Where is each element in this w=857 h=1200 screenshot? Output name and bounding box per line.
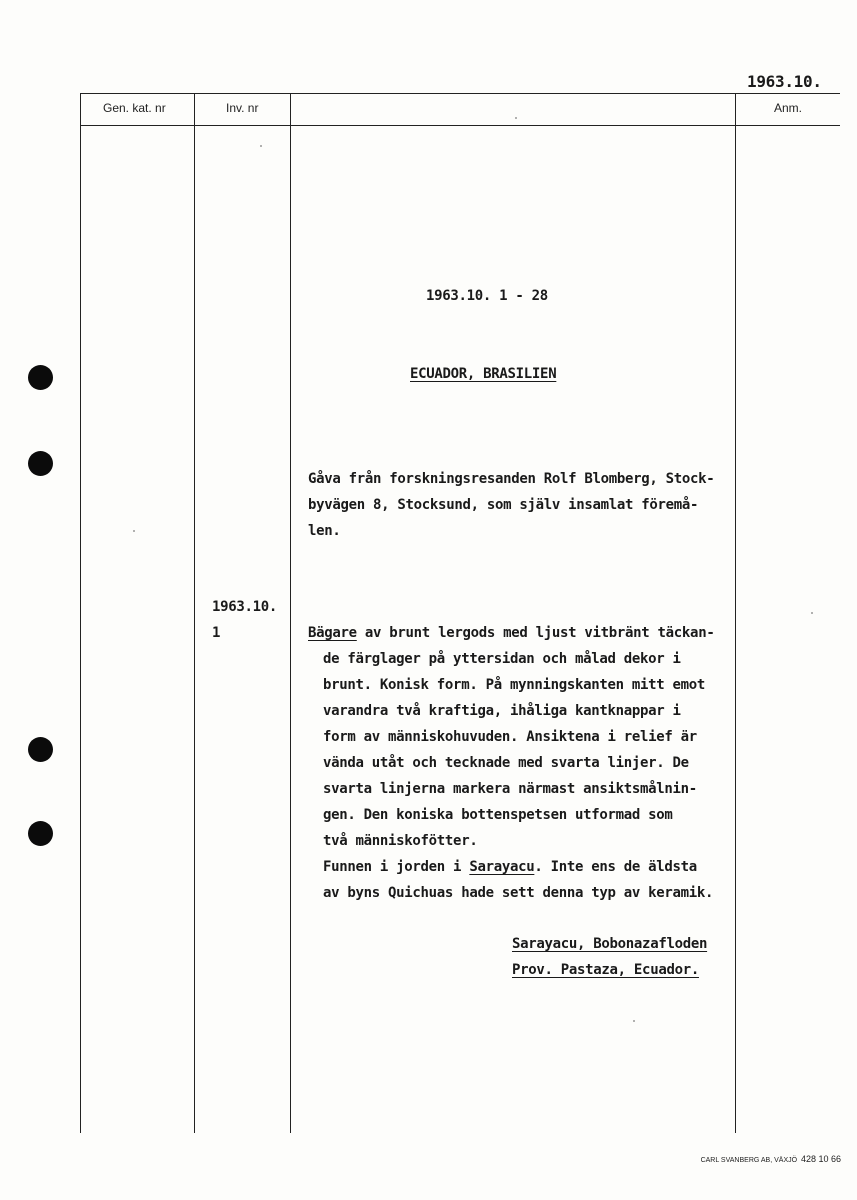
donation-line: len.: [308, 523, 341, 539]
punch-hole: [28, 821, 53, 846]
description-line: vända utåt och tecknade med svarta linjer. De: [323, 755, 689, 771]
scan-speck: [515, 117, 517, 119]
header-inv-nr: Inv. nr: [226, 101, 259, 115]
description-line: de färglager på yttersidan och målad dekor i: [323, 651, 681, 667]
printer-text: CARL SVANBERG AB, VÄXJÖ: [700, 1157, 798, 1164]
form-code: 428 10 66: [800, 1154, 841, 1164]
column-divider: [290, 93, 291, 1133]
inv-number-item: 1: [212, 625, 221, 641]
catalog-number: 1963.10.: [747, 72, 822, 91]
description-line: varandra två kraftiga, ihåliga kantknappar i: [323, 703, 681, 719]
column-divider: [194, 93, 195, 1133]
scan-speck: [811, 612, 813, 614]
scan-speck: [133, 530, 135, 532]
header-gen-kat: Gen. kat. nr: [103, 101, 166, 115]
found-line: [323, 854, 697, 880]
column-divider: [735, 93, 736, 1133]
printer-imprint: [701, 1154, 841, 1164]
punch-hole: [28, 737, 53, 762]
locality-line: Prov. Pastaza, Ecuador.: [512, 962, 699, 978]
header-anm: Anm.: [774, 101, 803, 115]
found-suffix: . Inte ens de äldsta: [534, 859, 697, 875]
found-line-2: av byns Quichuas hade sett denna typ av keramik.: [323, 885, 714, 901]
found-place: Sarayacu: [469, 859, 535, 875]
first-line-rest: av brunt lergods med ljust vitbränt täckan-: [356, 625, 715, 641]
locality-line: Sarayacu, Bobonazafloden: [512, 936, 708, 952]
range-heading: 1963.10. 1 - 28: [426, 288, 548, 304]
description-line: svarta linjerna markera närmast ansiktsmålnin-: [323, 781, 697, 797]
found-prefix: Funnen i jorden i: [323, 859, 470, 875]
donation-line: Gåva från forskningsresanden Rolf Blomberg, Stock-: [308, 471, 715, 487]
description-line: brunt. Konisk form. På mynningskanten mitt emot: [323, 677, 706, 693]
donation-line: byvägen 8, Stocksund, som själv insamlat föremå-: [308, 497, 699, 513]
scan-speck: [633, 1020, 635, 1022]
punch-hole: [28, 451, 53, 476]
column-divider: [80, 93, 81, 1133]
region-heading: ECUADOR, BRASILIEN: [410, 366, 557, 382]
description-line: form av människohuvuden. Ansiktena i relief är: [323, 729, 697, 745]
inv-number: 1963.10.: [212, 599, 278, 615]
punch-hole: [28, 365, 53, 390]
description-line: gen. Den koniska bottenspetsen utformad som: [323, 807, 673, 823]
scan-speck: [260, 145, 262, 147]
item-first-line: [308, 620, 714, 646]
object-name: Bägare: [308, 625, 357, 641]
description-line: två människofötter.: [323, 833, 478, 849]
